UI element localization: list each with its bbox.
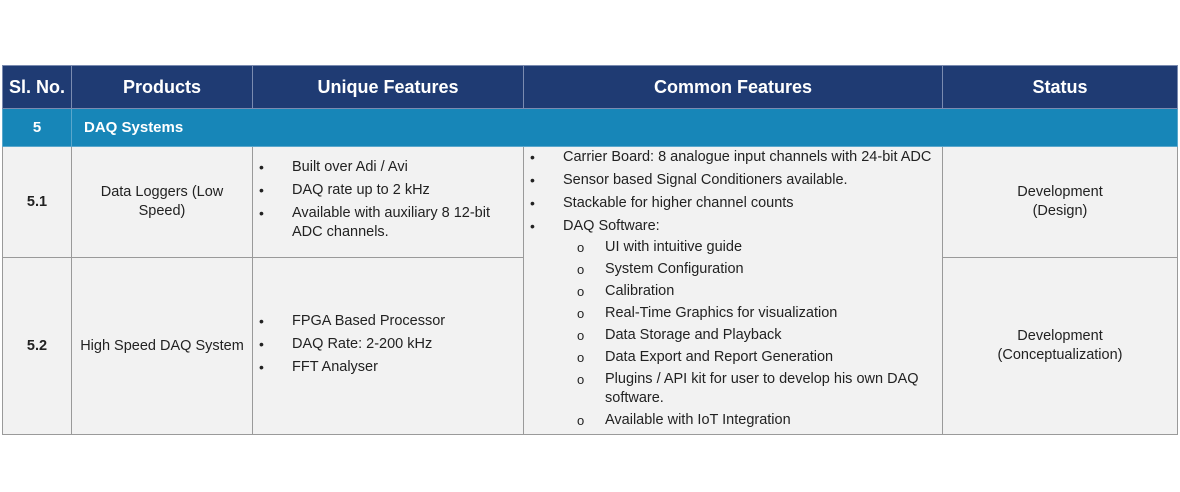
list-item: • DAQ Rate: 2-200 kHz	[253, 335, 523, 354]
sub-list-item: o Available with IoT Integration	[524, 411, 942, 430]
status-line: (Conceptualization)	[997, 347, 1123, 363]
daq-software-label: DAQ Software:	[563, 218, 660, 234]
daq-products-table	[2, 65, 1178, 435]
daq-software-sublist	[563, 238, 942, 430]
header-status: Status	[943, 66, 1178, 109]
section-row	[3, 109, 1178, 147]
row-unique-features	[253, 147, 524, 258]
section-number: 5	[3, 109, 72, 147]
sub-list-item: o System Configuration	[524, 260, 942, 279]
sub-list-item: o Calibration	[524, 282, 942, 301]
sub-list-item: o Data Storage and Playback	[524, 326, 942, 345]
list-item: • FFT Analyser	[253, 358, 523, 377]
sub-list-item: o UI with intuitive guide	[524, 238, 942, 257]
row-product: High Speed DAQ System	[72, 258, 253, 435]
row-status	[943, 258, 1178, 435]
row-sl-no: 5.1	[3, 147, 72, 258]
list-item: • Sensor based Signal Conditioners available.	[524, 171, 942, 190]
sub-list-item: o Data Export and Report Generation	[524, 348, 942, 367]
list-item-daq-software	[524, 217, 942, 430]
list-item: • Built over Adi / Avi	[253, 158, 523, 177]
header-sl-no: Sl. No.	[3, 66, 72, 109]
header-common-features: Common Features	[524, 66, 943, 109]
sub-list-item: o Real-Time Graphics for visualization	[524, 304, 942, 323]
common-features-cell	[524, 147, 943, 435]
header-products: Products	[72, 66, 253, 109]
row-unique-features	[253, 258, 524, 435]
status-line: Development	[1017, 184, 1103, 200]
header-row	[3, 66, 1178, 109]
status-line: (Design)	[1032, 203, 1088, 219]
row-product: Data Loggers (Low Speed)	[72, 147, 253, 258]
status-line: Development	[1017, 328, 1103, 344]
row-sl-no: 5.2	[3, 258, 72, 435]
table-row	[3, 147, 1178, 258]
sub-list-item: o Plugins / API kit for user to develop his own DAQ software.	[524, 370, 942, 408]
row-status	[943, 147, 1178, 258]
list-item: • Stackable for higher channel counts	[524, 194, 942, 213]
section-title: DAQ Systems	[72, 109, 1178, 147]
list-item: • Carrier Board: 8 analogue input channels with 24-bit ADC	[524, 148, 942, 167]
list-item: • FPGA Based Processor	[253, 312, 523, 331]
list-item: • DAQ rate up to 2 kHz	[253, 181, 523, 200]
header-unique-features: Unique Features	[253, 66, 524, 109]
list-item: • Available with auxiliary 8 12-bit ADC channels.	[253, 204, 523, 242]
